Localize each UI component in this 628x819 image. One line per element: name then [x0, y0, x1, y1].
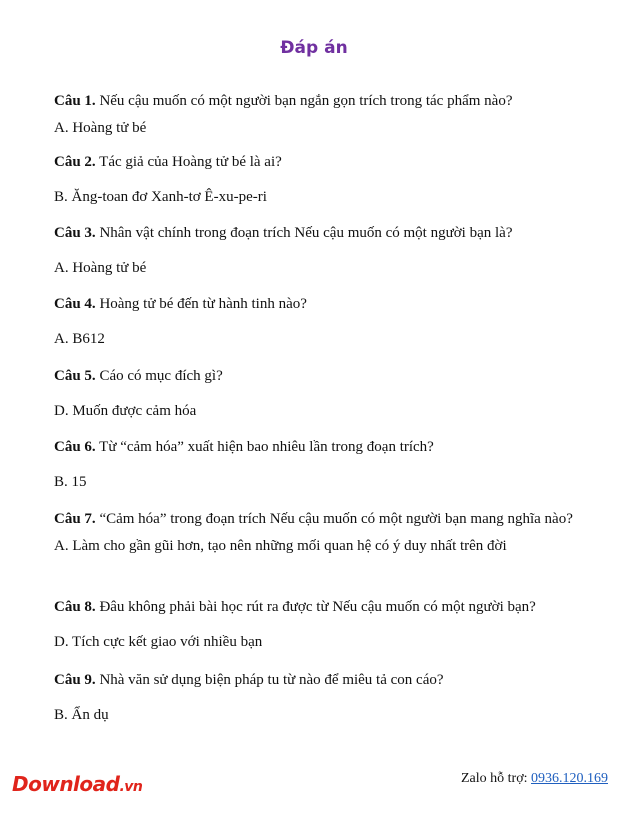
question-block-4 — [54, 291, 594, 352]
logo-main: Download — [12, 772, 120, 796]
question-block-8 — [54, 594, 594, 655]
support-info — [461, 771, 608, 787]
support-label: Zalo hỗ trợ: — [461, 771, 531, 786]
question-text: Cáo có mục đích gì? — [95, 368, 223, 384]
question-text: “Cảm hóa” trong đoạn trích Nếu cậu muốn có một người bạn mang nghĩa nào? — [95, 511, 573, 527]
question-block-5 — [54, 363, 594, 424]
question-block-3 — [54, 220, 594, 281]
question-text: Nhân vật chính trong đoạn trích Nếu cậu muốn có một người bạn là? — [95, 225, 513, 241]
question-number: Câu 7. — [54, 511, 96, 527]
question-text: Đâu không phải bài học rút ra được từ Nếu cậu muốn có một người bạn? — [95, 599, 536, 615]
answer-text: D. Muốn được cảm hóa — [54, 403, 197, 419]
question-number: Câu 5. — [54, 368, 96, 384]
question-number: Câu 1. — [54, 93, 96, 109]
question-block-1 — [54, 88, 594, 141]
answer-text: D. Tích cực kết giao với nhiều bạn — [54, 634, 263, 650]
question-block-9 — [54, 667, 594, 728]
download-logo[interactable] — [12, 772, 142, 796]
question-number: Câu 9. — [54, 672, 96, 688]
question-text: Nhà văn sử dụng biện pháp tu từ nào để miêu tả con cáo? — [95, 672, 444, 688]
support-phone-link[interactable]: 0936.120.169 — [531, 771, 608, 786]
answer-text: A. Hoàng tử bé — [54, 260, 147, 276]
logo-tld: .vn — [119, 779, 143, 795]
question-number: Câu 8. — [54, 599, 96, 615]
question-text: Từ “cảm hóa” xuất hiện bao nhiêu lần trong đoạn trích? — [95, 439, 434, 455]
question-text: Tác giả của Hoàng tử bé là ai? — [95, 154, 282, 170]
question-text: Hoàng tử bé đến từ hành tinh nào? — [95, 296, 307, 312]
answer-text: B. Ẩn dụ — [54, 707, 109, 723]
answer-text: A. B612 — [54, 331, 105, 347]
answer-text: A. Làm cho gần gũi hơn, tạo nên những mối quan hệ có ý duy nhất trên đời — [54, 538, 507, 554]
page-title: Đáp án — [280, 38, 348, 58]
question-text: Nếu cậu muốn có một người bạn ngắn gọn trích trong tác phẩm nào? — [95, 93, 513, 109]
question-block-7 — [54, 506, 594, 559]
answer-text: B. 15 — [54, 474, 87, 490]
question-number: Câu 3. — [54, 225, 96, 241]
answer-text: A. Hoàng tử bé — [54, 120, 147, 136]
question-number: Câu 2. — [54, 154, 96, 170]
question-block-6 — [54, 434, 594, 495]
question-number: Câu 6. — [54, 439, 96, 455]
answer-text: B. Ăng-toan đơ Xanh-tơ Ê-xu-pe-ri — [54, 189, 267, 205]
question-number: Câu 4. — [54, 296, 96, 312]
question-block-2 — [54, 149, 594, 210]
